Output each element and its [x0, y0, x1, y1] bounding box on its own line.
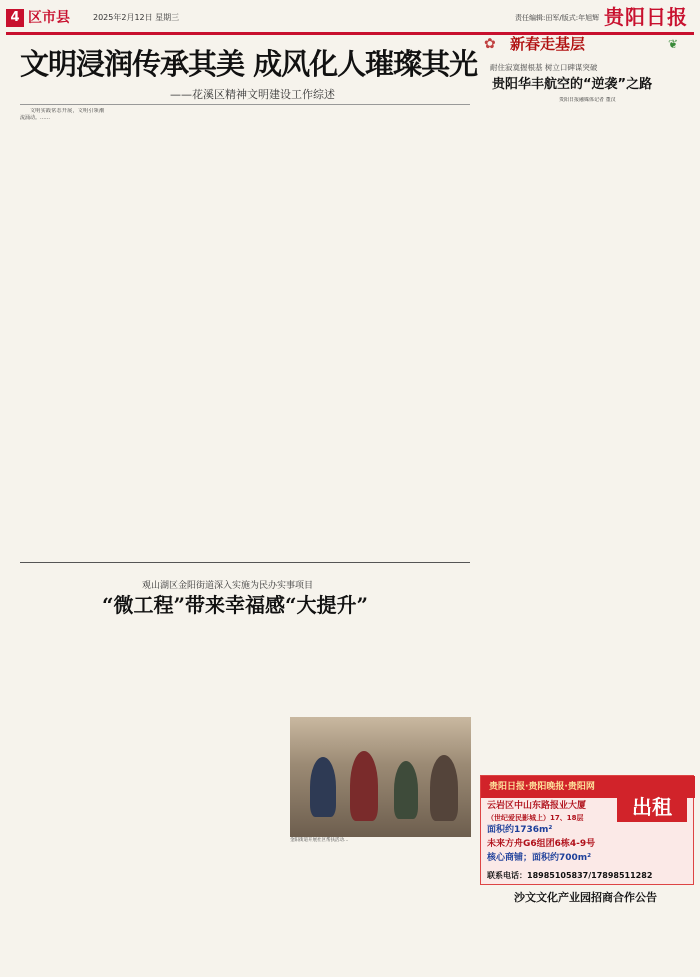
ad-area-2: 核心商铺；面积约700m²: [487, 853, 592, 863]
ad-rent-badge: 出租: [617, 792, 687, 822]
photo-person: [350, 751, 378, 821]
flower-icon: ✿: [484, 36, 496, 52]
page-number: 4: [6, 9, 24, 27]
ad-address-1-floors: （世纪爱民影城上）17、18层: [487, 814, 584, 822]
news-photo: [290, 717, 471, 837]
lead-column-1: [20, 108, 104, 560]
photo-caption: 金阳街道开展社区帮扶活动…: [290, 838, 349, 843]
lead-subhead: ——花溪区精神文明建设工作综述: [170, 88, 335, 101]
side-byline-text: 贵阳日报融媒体记者 董汉: [559, 97, 616, 103]
newspaper-logo: 贵阳日报: [604, 5, 688, 29]
side-story-headline: 贵阳华丰航空的“逆袭”之路: [492, 77, 653, 92]
section-name: 区市县: [28, 10, 70, 26]
lead-paragraph: 文明实践常态开展，文明引领潮流涌动。……: [20, 108, 104, 122]
ad-address-1: 云岩区中山东路报业大厦: [487, 801, 587, 811]
ad-brand: 贵阳日报·贵阳晚报·贵阳网: [489, 782, 595, 792]
issue-date: 2025年2月12日 星期三: [93, 13, 180, 22]
ad-address-2: 未来方舟G6组团6栋4-9号: [487, 839, 596, 849]
ad-area-1: 面积约1736m²: [487, 825, 553, 835]
feature-banner: [480, 32, 694, 58]
rental-advertisement: [480, 775, 694, 885]
banner-title: 新春走基层: [510, 35, 586, 53]
masthead: [0, 0, 700, 34]
story2-divider: [20, 562, 470, 563]
story2-headline: “微工程”带来幸福感“大提升”: [102, 593, 369, 617]
photo-person: [310, 757, 336, 817]
side-byline: [559, 97, 625, 107]
leaf-icon: ❦: [668, 37, 679, 51]
lead-headline: 文明浸润传承其美 成风化人璀璨其光: [20, 47, 478, 81]
story2-kicker: 观山湖区金阳街道深入实施为民办实事项目: [142, 581, 314, 591]
photo-person: [394, 761, 418, 819]
editor-credits: 责任编辑:田军/版式:年旭辉: [515, 14, 600, 22]
photo-person: [430, 755, 458, 821]
lead-divider: [20, 104, 470, 105]
notice-title: 沙文文化产业园招商合作公告: [514, 891, 657, 904]
side-story-kicker: 耐住寂寞握根基 树立口碑谋突破: [490, 63, 598, 72]
ad-phone: 联系电话：18985105837/17898511282: [487, 871, 653, 880]
